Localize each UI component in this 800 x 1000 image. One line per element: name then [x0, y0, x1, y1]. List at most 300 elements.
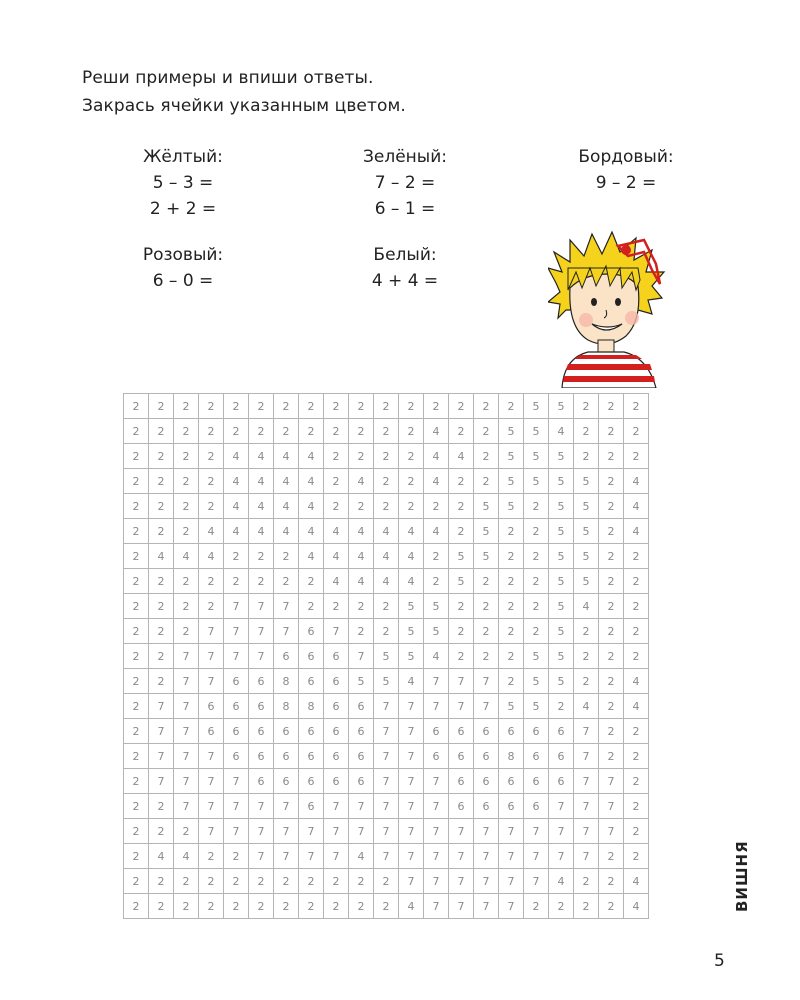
grid-cell[interactable]: 2 [149, 644, 174, 669]
grid-cell[interactable]: 4 [324, 569, 349, 594]
grid-cell[interactable]: 2 [199, 419, 224, 444]
grid-cell[interactable]: 2 [124, 519, 149, 544]
grid-cell[interactable]: 7 [599, 819, 624, 844]
grid-cell[interactable]: 6 [349, 719, 374, 744]
grid-cell[interactable]: 7 [574, 819, 599, 844]
grid-cell[interactable]: 7 [224, 819, 249, 844]
grid-cell[interactable]: 7 [424, 844, 449, 869]
grid-cell[interactable]: 2 [174, 494, 199, 519]
grid-cell[interactable]: 2 [574, 869, 599, 894]
grid-cell[interactable]: 4 [299, 444, 324, 469]
grid-cell[interactable]: 2 [124, 594, 149, 619]
grid-cell[interactable]: 7 [249, 594, 274, 619]
grid-cell[interactable]: 2 [599, 894, 624, 919]
grid-cell[interactable]: 7 [399, 744, 424, 769]
grid-cell[interactable]: 4 [624, 469, 649, 494]
grid-cell[interactable]: 6 [324, 769, 349, 794]
grid-cell[interactable]: 2 [249, 419, 274, 444]
grid-cell[interactable]: 2 [199, 494, 224, 519]
grid-cell[interactable]: 5 [524, 469, 549, 494]
grid-cell[interactable]: 4 [574, 694, 599, 719]
grid-cell[interactable]: 4 [424, 419, 449, 444]
grid-cell[interactable]: 2 [424, 569, 449, 594]
grid-cell[interactable]: 5 [549, 669, 574, 694]
grid-cell[interactable]: 7 [449, 694, 474, 719]
grid-cell[interactable]: 4 [624, 519, 649, 544]
grid-cell[interactable]: 2 [324, 869, 349, 894]
grid-cell[interactable]: 7 [474, 694, 499, 719]
grid-cell[interactable]: 4 [149, 844, 174, 869]
grid-cell[interactable]: 4 [249, 519, 274, 544]
grid-cell[interactable]: 4 [249, 494, 274, 519]
grid-cell[interactable]: 2 [224, 394, 249, 419]
grid-cell[interactable]: 5 [574, 494, 599, 519]
grid-cell[interactable]: 2 [124, 869, 149, 894]
grid-cell[interactable]: 6 [524, 744, 549, 769]
grid-cell[interactable]: 2 [199, 469, 224, 494]
grid-cell[interactable]: 4 [424, 519, 449, 544]
grid-cell[interactable]: 6 [299, 644, 324, 669]
grid-cell[interactable]: 2 [124, 469, 149, 494]
grid-cell[interactable]: 2 [174, 519, 199, 544]
grid-cell[interactable]: 2 [549, 894, 574, 919]
grid-cell[interactable]: 2 [174, 394, 199, 419]
grid-cell[interactable]: 2 [599, 869, 624, 894]
grid-cell[interactable]: 2 [524, 894, 549, 919]
grid-cell[interactable]: 2 [374, 469, 399, 494]
grid-cell[interactable]: 5 [399, 594, 424, 619]
grid-cell[interactable]: 7 [574, 844, 599, 869]
grid-cell[interactable]: 6 [474, 769, 499, 794]
grid-cell[interactable]: 2 [124, 894, 149, 919]
grid-cell[interactable]: 2 [199, 894, 224, 919]
grid-cell[interactable]: 5 [549, 394, 574, 419]
grid-cell[interactable]: 2 [599, 619, 624, 644]
grid-cell[interactable]: 7 [274, 844, 299, 869]
grid-cell[interactable]: 2 [624, 569, 649, 594]
grid-cell[interactable]: 5 [524, 444, 549, 469]
grid-cell[interactable]: 5 [524, 644, 549, 669]
grid-cell[interactable]: 2 [174, 594, 199, 619]
grid-cell[interactable]: 6 [249, 744, 274, 769]
grid-cell[interactable]: 6 [474, 719, 499, 744]
grid-cell[interactable]: 7 [399, 844, 424, 869]
grid-cell[interactable]: 2 [624, 719, 649, 744]
grid-cell[interactable]: 6 [224, 694, 249, 719]
grid-cell[interactable]: 7 [424, 819, 449, 844]
grid-cell[interactable]: 2 [199, 444, 224, 469]
grid-cell[interactable]: 4 [174, 844, 199, 869]
grid-cell[interactable]: 2 [374, 444, 399, 469]
grid-cell[interactable]: 7 [199, 819, 224, 844]
grid-cell[interactable]: 2 [499, 519, 524, 544]
grid-cell[interactable]: 6 [299, 719, 324, 744]
grid-cell[interactable]: 2 [574, 444, 599, 469]
grid-cell[interactable]: 2 [274, 394, 299, 419]
grid-cell[interactable]: 2 [574, 669, 599, 694]
grid-cell[interactable]: 2 [174, 419, 199, 444]
grid-cell[interactable]: 7 [524, 844, 549, 869]
grid-cell[interactable]: 2 [449, 469, 474, 494]
grid-cell[interactable]: 6 [199, 719, 224, 744]
grid-cell[interactable]: 2 [399, 444, 424, 469]
grid-cell[interactable]: 7 [449, 669, 474, 694]
grid-cell[interactable]: 2 [399, 419, 424, 444]
grid-cell[interactable]: 2 [324, 394, 349, 419]
grid-cell[interactable]: 6 [449, 719, 474, 744]
grid-cell[interactable]: 2 [349, 394, 374, 419]
grid-cell[interactable]: 2 [299, 869, 324, 894]
grid-cell[interactable]: 2 [499, 394, 524, 419]
grid-cell[interactable]: 7 [199, 669, 224, 694]
grid-cell[interactable]: 4 [249, 444, 274, 469]
grid-cell[interactable]: 2 [149, 394, 174, 419]
grid-cell[interactable]: 2 [624, 819, 649, 844]
grid-cell[interactable]: 2 [274, 544, 299, 569]
grid-cell[interactable]: 2 [174, 819, 199, 844]
grid-cell[interactable]: 2 [599, 444, 624, 469]
grid-cell[interactable]: 5 [549, 594, 574, 619]
grid-cell[interactable]: 2 [124, 644, 149, 669]
grid-cell[interactable]: 2 [499, 544, 524, 569]
grid-cell[interactable]: 2 [599, 494, 624, 519]
grid-cell[interactable]: 2 [374, 394, 399, 419]
grid-cell[interactable]: 6 [274, 769, 299, 794]
grid-cell[interactable]: 7 [349, 794, 374, 819]
grid-cell[interactable]: 7 [399, 869, 424, 894]
grid-cell[interactable]: 7 [299, 819, 324, 844]
grid-cell[interactable]: 5 [524, 419, 549, 444]
grid-cell[interactable]: 6 [224, 669, 249, 694]
grid-cell[interactable]: 2 [374, 869, 399, 894]
grid-cell[interactable]: 4 [224, 444, 249, 469]
grid-cell[interactable]: 4 [349, 544, 374, 569]
grid-cell[interactable]: 4 [224, 469, 249, 494]
grid-cell[interactable]: 7 [249, 644, 274, 669]
grid-cell[interactable]: 2 [499, 594, 524, 619]
grid-cell[interactable]: 2 [624, 444, 649, 469]
grid-cell[interactable]: 2 [149, 819, 174, 844]
grid-cell[interactable]: 2 [374, 594, 399, 619]
grid-cell[interactable]: 4 [274, 494, 299, 519]
grid-cell[interactable]: 2 [124, 694, 149, 719]
grid-cell[interactable]: 2 [124, 444, 149, 469]
grid-cell[interactable]: 5 [474, 544, 499, 569]
grid-cell[interactable]: 6 [274, 644, 299, 669]
grid-cell[interactable]: 7 [299, 844, 324, 869]
grid-cell[interactable]: 2 [399, 469, 424, 494]
grid-cell[interactable]: 7 [249, 819, 274, 844]
grid-cell[interactable]: 5 [574, 569, 599, 594]
grid-cell[interactable]: 2 [149, 894, 174, 919]
grid-cell[interactable]: 5 [374, 669, 399, 694]
grid-cell[interactable]: 7 [499, 844, 524, 869]
grid-cell[interactable]: 2 [124, 494, 149, 519]
grid-cell[interactable]: 2 [149, 419, 174, 444]
grid-cell[interactable]: 5 [549, 494, 574, 519]
grid-cell[interactable]: 4 [624, 494, 649, 519]
grid-cell[interactable]: 4 [399, 894, 424, 919]
grid-cell[interactable]: 8 [274, 669, 299, 694]
grid-cell[interactable]: 2 [599, 519, 624, 544]
grid-cell[interactable]: 2 [449, 419, 474, 444]
grid-cell[interactable]: 2 [524, 619, 549, 644]
grid-cell[interactable]: 7 [449, 819, 474, 844]
grid-cell[interactable]: 7 [174, 669, 199, 694]
grid-cell[interactable]: 5 [374, 644, 399, 669]
grid-cell[interactable]: 7 [399, 769, 424, 794]
grid-cell[interactable]: 2 [149, 519, 174, 544]
grid-cell[interactable]: 2 [349, 419, 374, 444]
grid-cell[interactable]: 5 [424, 619, 449, 644]
grid-cell[interactable]: 2 [474, 594, 499, 619]
grid-cell[interactable]: 7 [249, 844, 274, 869]
grid-cell[interactable]: 6 [449, 794, 474, 819]
grid-cell[interactable]: 4 [399, 544, 424, 569]
grid-cell[interactable]: 2 [474, 569, 499, 594]
grid-cell[interactable]: 5 [499, 494, 524, 519]
grid-cell[interactable]: 4 [399, 669, 424, 694]
grid-cell[interactable]: 7 [449, 894, 474, 919]
grid-cell[interactable]: 7 [549, 844, 574, 869]
grid-cell[interactable]: 6 [474, 744, 499, 769]
grid-cell[interactable]: 4 [299, 519, 324, 544]
grid-cell[interactable]: 6 [499, 794, 524, 819]
grid-cell[interactable]: 2 [624, 794, 649, 819]
grid-cell[interactable]: 6 [199, 694, 224, 719]
grid-cell[interactable]: 2 [199, 844, 224, 869]
grid-cell[interactable]: 2 [149, 469, 174, 494]
grid-cell[interactable]: 2 [124, 619, 149, 644]
grid-cell[interactable]: 6 [324, 719, 349, 744]
grid-cell[interactable]: 2 [449, 644, 474, 669]
grid-cell[interactable]: 4 [199, 519, 224, 544]
grid-cell[interactable]: 2 [624, 594, 649, 619]
grid-cell[interactable]: 7 [499, 894, 524, 919]
grid-cell[interactable]: 2 [149, 794, 174, 819]
grid-cell[interactable]: 6 [299, 794, 324, 819]
grid-cell[interactable]: 7 [549, 819, 574, 844]
grid-cell[interactable]: 4 [374, 569, 399, 594]
grid-cell[interactable]: 7 [324, 619, 349, 644]
grid-cell[interactable]: 2 [599, 694, 624, 719]
grid-cell[interactable]: 2 [624, 544, 649, 569]
grid-cell[interactable]: 6 [499, 719, 524, 744]
grid-cell[interactable]: 6 [349, 744, 374, 769]
grid-cell[interactable]: 7 [149, 744, 174, 769]
grid-cell[interactable]: 6 [524, 794, 549, 819]
grid-cell[interactable]: 2 [124, 669, 149, 694]
grid-cell[interactable]: 2 [299, 569, 324, 594]
grid-cell[interactable]: 2 [174, 894, 199, 919]
grid-cell[interactable]: 7 [549, 794, 574, 819]
grid-cell[interactable]: 7 [374, 694, 399, 719]
grid-cell[interactable]: 5 [399, 644, 424, 669]
grid-cell[interactable]: 6 [249, 769, 274, 794]
grid-cell[interactable]: 5 [574, 469, 599, 494]
grid-cell[interactable]: 2 [149, 494, 174, 519]
grid-cell[interactable]: 2 [374, 619, 399, 644]
grid-cell[interactable]: 7 [449, 869, 474, 894]
grid-cell[interactable]: 7 [424, 794, 449, 819]
grid-cell[interactable]: 2 [124, 794, 149, 819]
grid-cell[interactable]: 2 [199, 569, 224, 594]
grid-cell[interactable]: 4 [424, 644, 449, 669]
grid-cell[interactable]: 2 [449, 519, 474, 544]
grid-cell[interactable]: 2 [624, 644, 649, 669]
grid-cell[interactable]: 4 [349, 569, 374, 594]
grid-cell[interactable]: 2 [424, 544, 449, 569]
grid-cell[interactable]: 6 [424, 744, 449, 769]
grid-cell[interactable]: 5 [524, 394, 549, 419]
grid-cell[interactable]: 2 [599, 719, 624, 744]
grid-cell[interactable]: 6 [499, 769, 524, 794]
grid-cell[interactable]: 5 [474, 519, 499, 544]
grid-cell[interactable]: 4 [574, 594, 599, 619]
grid-cell[interactable]: 2 [349, 869, 374, 894]
grid-cell[interactable]: 2 [199, 394, 224, 419]
grid-cell[interactable]: 8 [299, 694, 324, 719]
grid-cell[interactable]: 2 [224, 869, 249, 894]
grid-cell[interactable]: 7 [249, 794, 274, 819]
grid-cell[interactable]: 7 [474, 844, 499, 869]
grid-cell[interactable]: 5 [499, 469, 524, 494]
grid-cell[interactable]: 4 [374, 519, 399, 544]
grid-cell[interactable]: 4 [249, 469, 274, 494]
grid-cell[interactable]: 7 [474, 819, 499, 844]
grid-cell[interactable]: 7 [424, 894, 449, 919]
grid-cell[interactable]: 4 [224, 494, 249, 519]
grid-cell[interactable]: 2 [349, 894, 374, 919]
grid-cell[interactable]: 2 [149, 569, 174, 594]
grid-cell[interactable]: 6 [449, 769, 474, 794]
grid-cell[interactable]: 7 [399, 694, 424, 719]
grid-cell[interactable]: 2 [449, 394, 474, 419]
grid-cell[interactable]: 7 [224, 769, 249, 794]
grid-cell[interactable]: 2 [474, 444, 499, 469]
grid-cell[interactable]: 7 [149, 694, 174, 719]
grid-cell[interactable]: 6 [349, 694, 374, 719]
grid-cell[interactable]: 2 [624, 744, 649, 769]
grid-cell[interactable]: 4 [349, 519, 374, 544]
grid-cell[interactable]: 2 [249, 394, 274, 419]
grid-cell[interactable]: 4 [399, 519, 424, 544]
grid-cell[interactable]: 2 [599, 644, 624, 669]
grid-cell[interactable]: 6 [474, 794, 499, 819]
grid-cell[interactable]: 7 [574, 769, 599, 794]
grid-cell[interactable]: 6 [224, 719, 249, 744]
grid-cell[interactable]: 6 [549, 719, 574, 744]
grid-cell[interactable]: 7 [524, 869, 549, 894]
grid-cell[interactable]: 2 [349, 494, 374, 519]
grid-cell[interactable]: 2 [574, 419, 599, 444]
grid-cell[interactable]: 2 [449, 619, 474, 644]
grid-cell[interactable]: 5 [574, 544, 599, 569]
grid-cell[interactable]: 7 [174, 744, 199, 769]
grid-cell[interactable]: 2 [349, 619, 374, 644]
grid-cell[interactable]: 6 [549, 769, 574, 794]
grid-cell[interactable]: 2 [524, 494, 549, 519]
grid-cell[interactable]: 6 [424, 719, 449, 744]
grid-cell[interactable]: 2 [624, 844, 649, 869]
grid-cell[interactable]: 2 [224, 569, 249, 594]
grid-cell[interactable]: 2 [474, 619, 499, 644]
grid-cell[interactable]: 7 [149, 719, 174, 744]
grid-cell[interactable]: 7 [574, 794, 599, 819]
grid-cell[interactable]: 7 [274, 619, 299, 644]
grid-cell[interactable]: 6 [299, 619, 324, 644]
grid-cell[interactable]: 6 [324, 644, 349, 669]
grid-cell[interactable]: 2 [174, 869, 199, 894]
grid-cell[interactable]: 2 [224, 419, 249, 444]
grid-cell[interactable]: 2 [599, 744, 624, 769]
grid-cell[interactable]: 7 [374, 819, 399, 844]
grid-cell[interactable]: 2 [324, 419, 349, 444]
grid-cell[interactable]: 2 [524, 594, 549, 619]
grid-cell[interactable]: 6 [274, 744, 299, 769]
grid-cell[interactable]: 2 [149, 869, 174, 894]
grid-cell[interactable]: 5 [499, 694, 524, 719]
grid-cell[interactable]: 7 [199, 794, 224, 819]
grid-cell[interactable]: 2 [499, 619, 524, 644]
grid-cell[interactable]: 7 [199, 769, 224, 794]
grid-cell[interactable]: 2 [174, 469, 199, 494]
grid-cell[interactable]: 6 [299, 744, 324, 769]
grid-cell[interactable]: 7 [274, 794, 299, 819]
grid-cell[interactable]: 4 [299, 494, 324, 519]
grid-cell[interactable]: 2 [324, 444, 349, 469]
grid-cell[interactable]: 4 [549, 869, 574, 894]
grid-cell[interactable]: 2 [574, 894, 599, 919]
grid-cell[interactable]: 5 [549, 544, 574, 569]
grid-cell[interactable]: 4 [299, 469, 324, 494]
grid-cell[interactable]: 7 [174, 769, 199, 794]
grid-cell[interactable]: 7 [424, 694, 449, 719]
grid-cell[interactable]: 2 [349, 444, 374, 469]
grid-cell[interactable]: 2 [624, 419, 649, 444]
grid-cell[interactable]: 2 [274, 419, 299, 444]
grid-cell[interactable]: 2 [124, 394, 149, 419]
grid-cell[interactable]: 2 [599, 669, 624, 694]
grid-cell[interactable]: 5 [399, 619, 424, 644]
grid-cell[interactable]: 5 [524, 694, 549, 719]
grid-cell[interactable]: 4 [149, 544, 174, 569]
grid-cell[interactable]: 2 [349, 594, 374, 619]
grid-cell[interactable]: 2 [624, 769, 649, 794]
grid-cell[interactable]: 7 [174, 644, 199, 669]
grid-cell[interactable]: 7 [324, 794, 349, 819]
grid-cell[interactable]: 2 [599, 394, 624, 419]
grid-cell[interactable]: 4 [399, 569, 424, 594]
grid-cell[interactable]: 8 [274, 694, 299, 719]
grid-cell[interactable]: 2 [424, 494, 449, 519]
grid-cell[interactable]: 2 [324, 894, 349, 919]
grid-cell[interactable]: 2 [274, 869, 299, 894]
grid-cell[interactable]: 7 [249, 619, 274, 644]
grid-cell[interactable]: 2 [249, 569, 274, 594]
grid-cell[interactable]: 2 [449, 494, 474, 519]
grid-cell[interactable]: 7 [599, 794, 624, 819]
grid-cell[interactable]: 7 [474, 894, 499, 919]
grid-cell[interactable]: 5 [549, 619, 574, 644]
grid-cell[interactable]: 6 [299, 669, 324, 694]
grid-cell[interactable]: 7 [399, 819, 424, 844]
grid-cell[interactable]: 4 [349, 469, 374, 494]
grid-cell[interactable]: 6 [224, 744, 249, 769]
grid-cell[interactable]: 4 [624, 694, 649, 719]
grid-cell[interactable]: 2 [149, 444, 174, 469]
grid-cell[interactable]: 5 [549, 444, 574, 469]
